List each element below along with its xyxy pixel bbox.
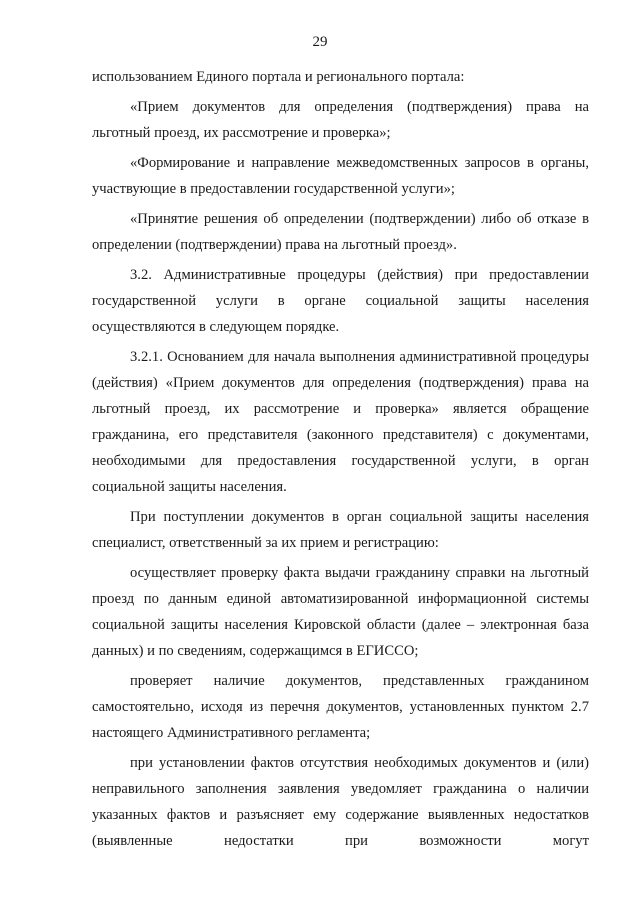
paragraph: «Прием документов для определения (подтверждения) права на льготный проезд, их рассмотрение и проверка»;	[92, 99, 589, 141]
page-number: 29	[312, 34, 328, 50]
paragraph: использованием Единого портала и регионального портала:	[92, 69, 465, 85]
paragraph: При поступлении документов в орган социальной защиты населения специалист, ответственный за их прием и регистрацию:	[92, 509, 589, 551]
paragraph: 3.2.1. Основанием для начала выполнения административной процедуры (действия) «Прием документов для определения (подтверждения) права на льготный проезд, их рассмотрение и проверка» является обращение гражданина, его представителя (законного представителя) с документами, необходимыми для предоставления государственной услуги, в орган социальной защиты населения.	[92, 349, 589, 495]
paragraph: при установлении фактов отсутствия необходимых документов и (или) неправильного заполнения заявления уведомляет гражданина о наличии указанных фактов и разъясняет ему содержание выявленных недостатков (выявленные недостатки при возможности могут	[92, 755, 589, 849]
document-body	[92, 64, 589, 858]
paragraph: осуществляет проверку факта выдачи гражданину справки на льготный проезд по данным единой автоматизированной информационной системы социальной защиты населения Кировской области (далее – электронная база данных) и по сведениям, содержащимся в ЕГИССО;	[92, 565, 589, 659]
paragraph: «Принятие решения об определении (подтверждении) либо об отказе в определении (подтверждении) права на льготный проезд».	[92, 211, 589, 253]
paragraph: проверяет наличие документов, представленных гражданином самостоятельно, исходя из перечня документов, установленных пунктом 2.7 настоящего Административного регламента;	[92, 673, 589, 741]
paragraph: «Формирование и направление межведомственных запросов в органы, участвующие в предоставлении государственной услуги»;	[92, 155, 589, 197]
paragraph: 3.2. Административные процедуры (действия) при предоставлении государственной услуги в органе социальной защиты населения осуществляются в следующем порядке.	[92, 267, 589, 335]
